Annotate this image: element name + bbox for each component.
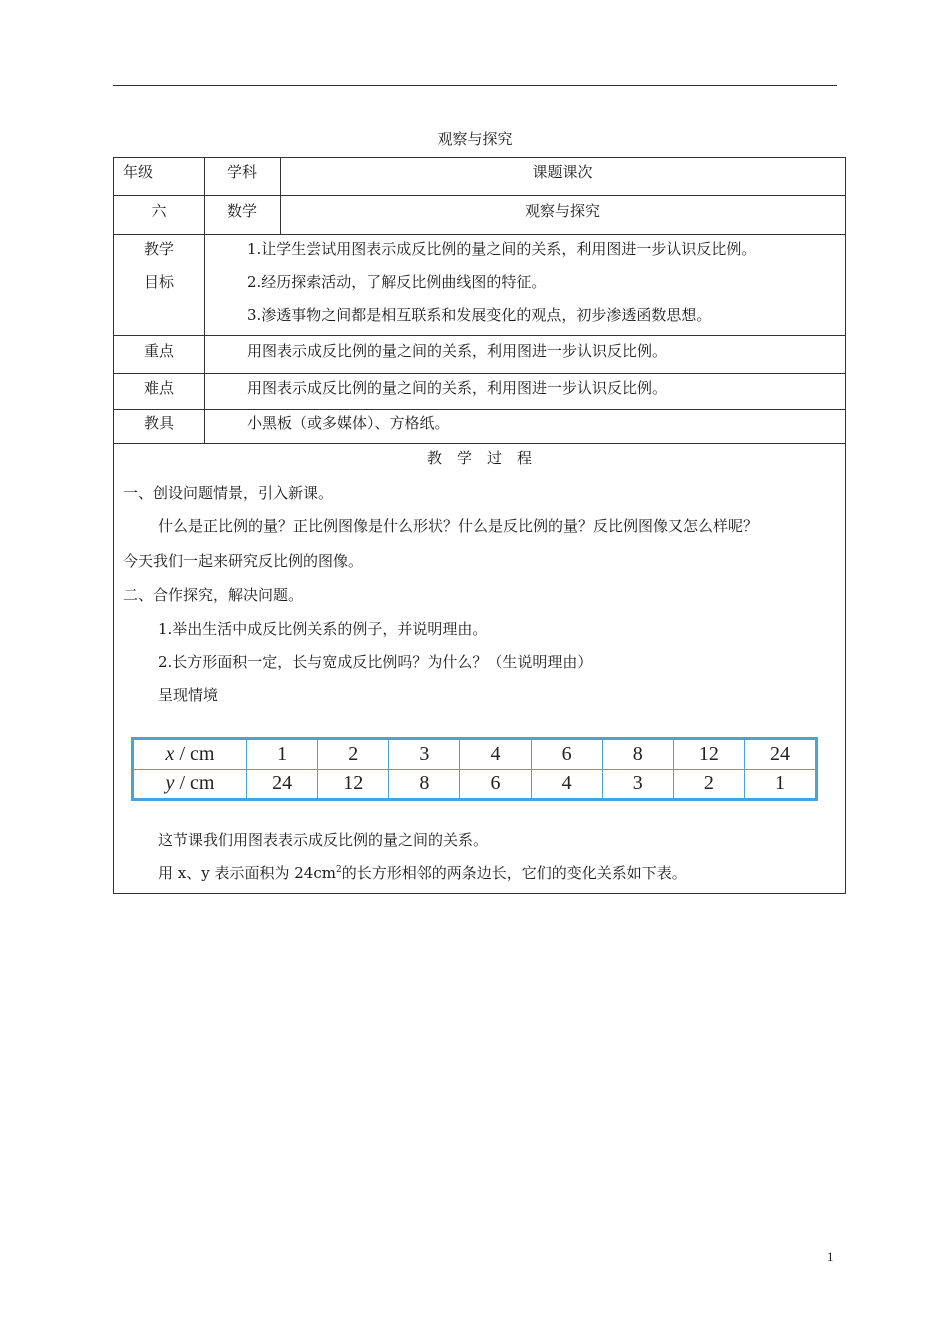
y-value: 6 bbox=[460, 769, 531, 799]
after-table-text: 用 x、y 表示面积为 $24cm^2$的长方形相邻的两条边长，它们的变化关系如下表。 bbox=[158, 864, 687, 882]
document-title: 观察与探究 bbox=[437, 130, 513, 148]
objectives-label-line2: 目标 bbox=[143, 273, 174, 291]
objectives-label-line1: 教学 bbox=[143, 240, 174, 258]
section2-title: 二、合作探究，解决问题。 bbox=[123, 586, 304, 604]
x-value: 12 bbox=[673, 740, 744, 770]
after-table-text: 这节课我们用图表表示成反比例的量之间的关系。 bbox=[158, 831, 489, 849]
section1-paragraph: 什么是正比例的量？正比例图像是什么形状？什么是反比例的量？反比例图像又怎么样呢？ bbox=[158, 517, 759, 535]
row-divider bbox=[114, 335, 845, 336]
process-heading: 教 学 过 程 bbox=[426, 449, 532, 467]
page-number: 1 bbox=[827, 1249, 834, 1264]
objective-item: 3.渗透事物之间都是相互联系和发展变化的观点，初步渗透函数思想。 bbox=[247, 306, 712, 324]
x-row bbox=[134, 740, 816, 770]
grade-label: 年级 bbox=[123, 163, 154, 181]
row-divider bbox=[114, 234, 845, 235]
y-value: 8 bbox=[389, 769, 460, 799]
subject-value: 数学 bbox=[226, 202, 257, 220]
y-value: 3 bbox=[602, 769, 673, 799]
section2-item: 2.长方形面积一定，长与宽成反比例吗？为什么？（生说明理由） bbox=[158, 653, 593, 671]
x-header: x / cm bbox=[134, 740, 247, 770]
x-value: 4 bbox=[460, 740, 531, 770]
tools-label: 教具 bbox=[143, 414, 174, 432]
y-value: 4 bbox=[531, 769, 602, 799]
y-row bbox=[134, 769, 816, 799]
y-header: y / cm bbox=[134, 769, 247, 799]
header-rule bbox=[113, 85, 837, 86]
objective-item: 2.经历探索活动，了解反比例曲线图的特征。 bbox=[247, 273, 547, 291]
topic-value: 观察与探究 bbox=[524, 202, 600, 220]
key-point-label: 重点 bbox=[143, 342, 174, 360]
x-value: 1 bbox=[247, 740, 318, 770]
tools-text: 小黑板（或多媒体）、方格纸。 bbox=[247, 414, 450, 432]
x-value: 24 bbox=[744, 740, 815, 770]
xy-value-table bbox=[131, 737, 818, 801]
row-divider bbox=[114, 443, 845, 444]
y-value: 24 bbox=[247, 769, 318, 799]
y-value: 2 bbox=[673, 769, 744, 799]
y-value: 1 bbox=[744, 769, 815, 799]
section2-item: 1.举出生活中成反比例关系的例子，并说明理由。 bbox=[158, 620, 488, 638]
x-value: 3 bbox=[389, 740, 460, 770]
y-value: 12 bbox=[318, 769, 389, 799]
row-divider bbox=[114, 409, 845, 410]
section2-present: 呈现情境 bbox=[158, 686, 219, 704]
x-value: 6 bbox=[531, 740, 602, 770]
difficulty-label: 难点 bbox=[143, 379, 174, 397]
section1-paragraph: 今天我们一起来研究反比例的图像。 bbox=[123, 552, 364, 570]
section1-title: 一、创设问题情景，引入新课。 bbox=[123, 484, 334, 502]
topic-label: 课题课次 bbox=[532, 163, 593, 181]
row-divider bbox=[114, 373, 845, 374]
grade-value: 六 bbox=[151, 202, 167, 220]
x-value: 8 bbox=[602, 740, 673, 770]
subject-label: 学科 bbox=[227, 163, 258, 181]
objective-item: 1.让学生尝试用图表示成反比例的量之间的关系，利用图进一步认识反比例。 bbox=[247, 240, 757, 258]
row-divider bbox=[114, 195, 845, 196]
x-value: 2 bbox=[318, 740, 389, 770]
difficulty-text: 用图表示成反比例的量之间的关系，利用图进一步认识反比例。 bbox=[247, 379, 668, 397]
key-point-text: 用图表示成反比例的量之间的关系，利用图进一步认识反比例。 bbox=[247, 342, 668, 360]
